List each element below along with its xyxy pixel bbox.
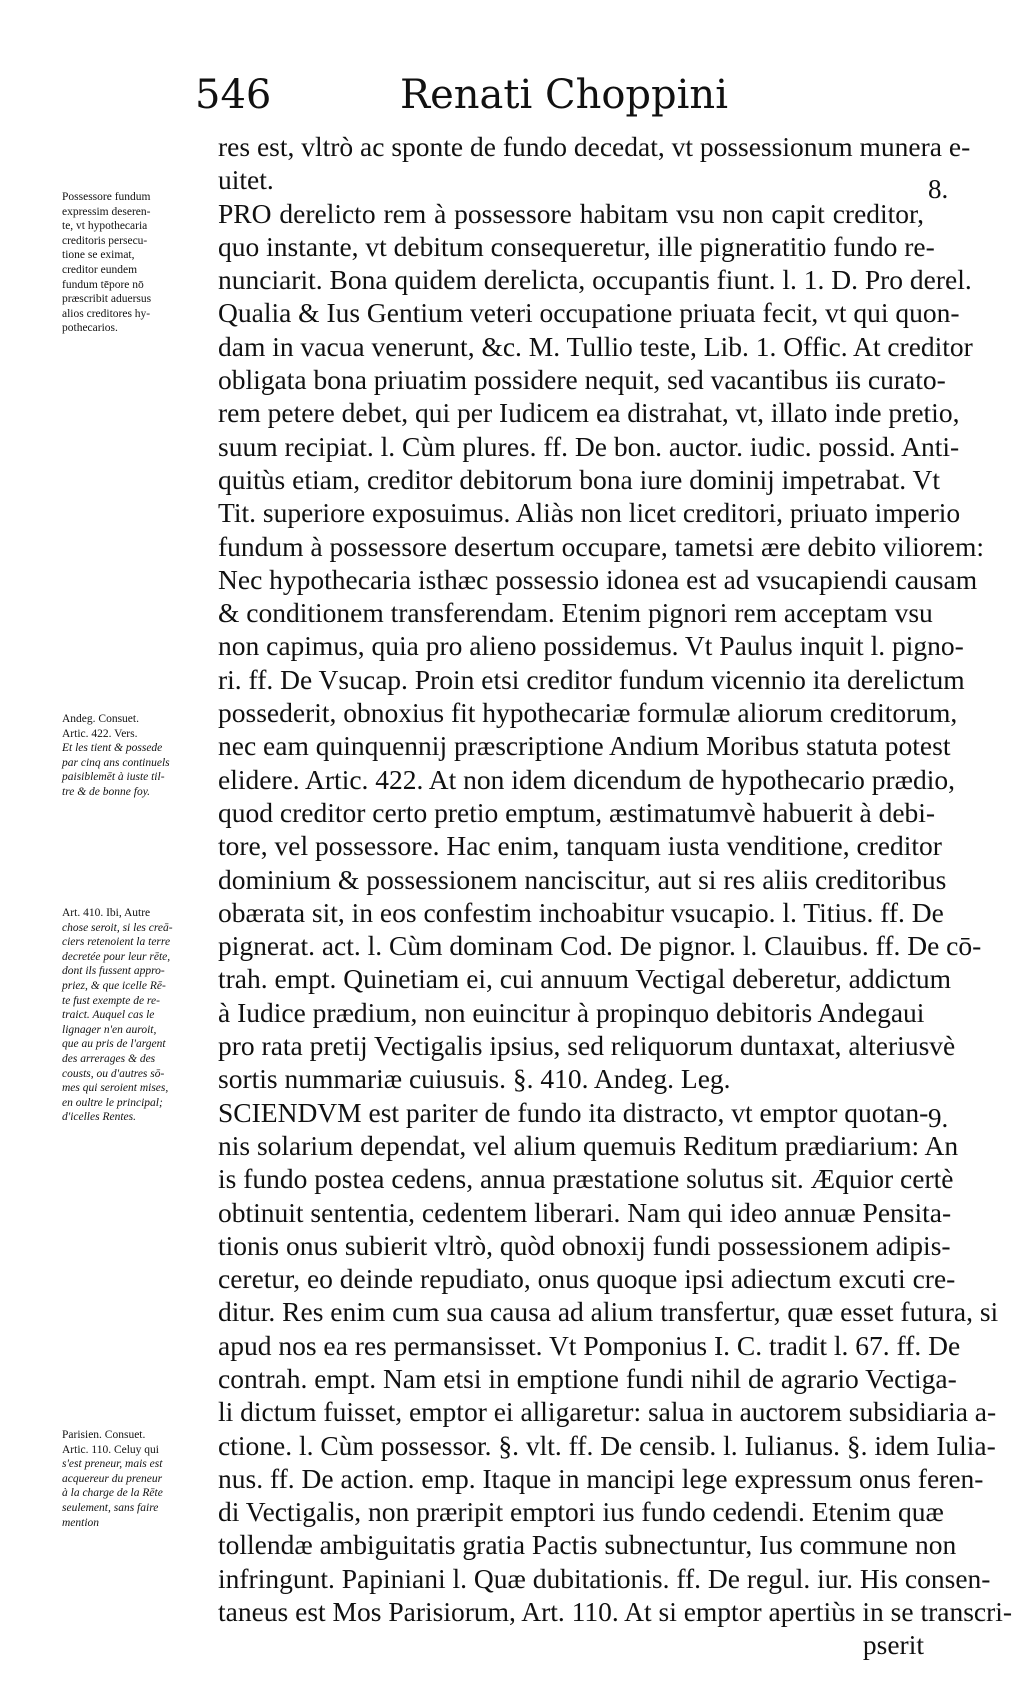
text-line: dominium & possessionem nanciscitur, aut si res aliis creditoribus <box>218 863 947 895</box>
text-line: ctione. l. Cùm possessor. §. vlt. ff. De censib. l. Iulianus. §. idem Iulia- <box>218 1429 996 1461</box>
text-line: ceretur, eo deinde repudiato, onus quoque ipsi adiectum excuti cre- <box>218 1263 956 1295</box>
text-line: ditur. Res enim cum sua causa ad alium transfertur, quæ esset futura, si <box>218 1296 999 1328</box>
section-number: 9. <box>928 1103 949 1133</box>
text-line: dam in vacua venerunt, &c. M. Tullio teste, Lib. 1. Offic. At creditor <box>218 330 973 362</box>
text-line: & conditionem transferendam. Etenim pignori rem acceptam vsu <box>218 597 933 629</box>
margin-note <box>62 1428 212 1530</box>
text-line: Tit. superiore exposuimus. Aliàs non licet creditori, priuato imperio <box>218 497 961 529</box>
margin-note-line: decretée pour leur rēte, <box>62 950 171 963</box>
margin-note-line: mention <box>62 1516 100 1529</box>
catchword: pserit <box>862 1629 924 1661</box>
text-line: suum recipiat. l. Cùm plures. ff. De bon. auctor. iudic. possid. Anti- <box>218 430 960 462</box>
text-line: non capimus, quia pro alieno possidemus. Vt Paulus inquit l. pigno- <box>218 630 964 662</box>
margin-note-line: à la charge de la Rēte <box>62 1487 163 1500</box>
text-line: possederit, obnoxius fit hypothecariæ formulæ aliorum creditorum, <box>218 697 958 729</box>
text-line: Qualia & Ius Gentium veteri occupatione priuata fecit, vt qui quon- <box>218 297 960 329</box>
page-header <box>195 72 755 132</box>
margin-note-line: dont ils fussent appro- <box>62 965 165 978</box>
text-line: sortis nummariæ cuiusuis. §. 410. Andeg. Leg. <box>218 1063 731 1095</box>
margin-note-line: paisiblemēt à iuste til- <box>62 771 165 784</box>
text-line: obærata sit, in eos confestim inchoabitur vsucapio. l. Titius. ff. De <box>218 896 944 928</box>
margin-note-line: creditor eundem <box>62 263 138 276</box>
text-line: contrah. empt. Nam etsi in emptione fundi nihil de agrario Vectiga- <box>218 1362 957 1394</box>
margin-note-line: pothecarios. <box>62 322 118 335</box>
margin-note-line: Art. 410. Ibi, Autre <box>62 907 151 919</box>
text-line: fundum à possessore desertum occupare, tametsi ære debito viliorem: <box>218 530 984 562</box>
text-line: taneus est Mos Parisiorum, Art. 110. At si emptor apertiùs in se transcri- <box>218 1596 1012 1628</box>
text-line: di Vectigalis, non præripit emptori ius fundo cedendi. Etenim quæ <box>218 1496 944 1528</box>
text-line: pignerat. act. l. Cùm dominam Cod. De pignor. l. Clauibus. ff. De cō- <box>218 930 982 962</box>
body-text <box>218 130 1012 1662</box>
text-line: nis solarium dependat, vel alium quemuis Reditum prædiarium: An <box>218 1129 959 1161</box>
margin-note-line: ciers retenoient la terre <box>62 936 171 949</box>
margin-note-line: tre & de bonne foy. <box>62 785 151 798</box>
text-line: li dictum fuisset, emptor ei alligaretur: salua in auctorem subsidiaria a- <box>218 1396 997 1428</box>
margin-note-line: Et les tient & possede <box>62 742 163 755</box>
text-line: Nec hypothecaria isthæc possessio idonea est ad vsucapiendi causam <box>218 563 978 595</box>
section-number: 8. <box>928 174 949 204</box>
text-line: nus. ff. De action. emp. Itaque in mancipi lege expressum onus feren- <box>218 1462 984 1494</box>
margin-note-line: fundum tēpore nō <box>62 278 144 291</box>
margin-note-line: par cinq ans continuels <box>62 756 170 769</box>
margin-note-line: Andeg. Consuet. <box>62 713 139 725</box>
margin-note <box>62 712 212 800</box>
margin-note-line: creditoris persecu- <box>62 234 148 247</box>
running-title: Renati Choppini <box>400 72 728 118</box>
margin-note <box>62 190 212 336</box>
margin-note-line: que au pris de l'argent <box>62 1038 166 1051</box>
text-line: SCIENDVM est pariter de fundo ita distracto, vt emptor quotan- <box>218 1096 929 1128</box>
margin-note-line: priez, & que icelle Rē- <box>62 979 166 992</box>
text-line: quo instante, vt debitum consequeretur, ille pigneratitio fundo re- <box>218 230 935 262</box>
margin-note <box>62 906 212 1125</box>
text-line: apud nos ea res permansisset. Vt Pomponius I. C. tradit l. 67. ff. De <box>218 1329 961 1361</box>
margin-note-line: s'est preneur, mais est <box>62 1458 163 1471</box>
text-line: tore, vel possessore. Hac enim, tanquam iusta venditione, creditor <box>218 830 942 862</box>
text-line: nunciarit. Bona quidem derelicta, occupantis fiunt. l. 1. D. Pro derel. <box>218 264 972 296</box>
text-line: obligata bona priuatim possidere nequit, sed vacantibus iis curato- <box>218 364 946 396</box>
margin-note-line: acquereur du preneur <box>62 1472 163 1485</box>
text-line: elidere. Artic. 422. At non idem dicendum de hypothecario prædio, <box>218 763 955 795</box>
margin-note-line: expressim deseren- <box>62 205 151 218</box>
text-line: is fundo postea cedens, annua præstatione solutus sit. Æquior certè <box>218 1163 954 1195</box>
text-line: PRO derelicto rem à possessore habitam vsu non capit creditor, <box>218 197 924 229</box>
margin-note-line: lignager n'en auroit, <box>62 1023 157 1036</box>
text-line: uitet. <box>218 164 274 196</box>
margin-note-line: Possessore fundum <box>62 191 151 203</box>
margin-note-line: chose seroit, si les creā- <box>62 921 173 934</box>
text-line: nec eam quinquennij præscriptione Andium Moribus statuta potest <box>218 730 951 762</box>
text-line: obtinuit sententia, cedentem liberari. Nam qui ideo annuæ Pensita- <box>218 1196 952 1228</box>
text-line: quod creditor certo pretio emptum, æstimatumvè habuerit à debi- <box>218 796 936 828</box>
margin-note-line: mes qui seroient mises, <box>62 1082 169 1095</box>
margin-note-line: Artic. 422. Vers. <box>62 727 138 740</box>
margin-note-line: d'icelles Rentes. <box>62 1111 136 1124</box>
text-line: res est, vltrò ac sponte de fundo decedat, vt possessionum munera e- <box>218 131 971 162</box>
margin-note-line: Artic. 110. Celuy qui <box>62 1443 159 1456</box>
margin-note-line: cousts, ou d'autres sō- <box>62 1067 165 1080</box>
text-line: ri. ff. De Vsucap. Proin etsi creditor fundum vicennio ita derelictum <box>218 663 965 695</box>
text-line: trah. empt. Quinetiam ei, cui annuum Vectigal deberetur, addictum <box>218 963 952 995</box>
margin-note-line: præscribit aduersus <box>62 293 152 306</box>
page-number: 546 <box>195 72 272 118</box>
margin-note-line: en oultre le principal; <box>62 1096 163 1109</box>
text-line: à Iudice prædium, non euincitur à propinquo debitoris Andegaui <box>218 996 925 1028</box>
text-line: tollendæ ambiguitatis gratia Pactis subnectuntur, Ius commune non <box>218 1529 957 1561</box>
text-line: pro rata pretij Vectigalis ipsius, sed reliquorum duntaxat, alteriusvè <box>218 1030 956 1062</box>
margin-note-line: te fust exempte de re- <box>62 994 160 1007</box>
margin-note-line: traict. Auquel cas le <box>62 1009 155 1022</box>
text-line: infringunt. Papiniani l. Quæ dubitationis. ff. De regul. iur. His consen- <box>218 1562 991 1594</box>
margin-note-line: seulement, sans faire <box>62 1501 159 1514</box>
margin-note-line: te, vt hypothecaria <box>62 220 148 233</box>
margin-note-line: alios creditores hy- <box>62 307 151 320</box>
text-line: quitùs etiam, creditor debitorum bona iure dominij impetrabat. Vt <box>218 463 940 495</box>
text-line: rem petere debet, qui per Iudicem ea distrahat, vt, illato inde pretio, <box>218 397 960 429</box>
margin-note-line: des arrerages & des <box>62 1052 156 1065</box>
text-line: tionis onus subierit vltrò, quòd obnoxij fundi possessionem adipis- <box>218 1229 951 1261</box>
margin-note-line: Parisien. Consuet. <box>62 1429 146 1441</box>
margin-note-line: tione se eximat, <box>62 249 135 262</box>
